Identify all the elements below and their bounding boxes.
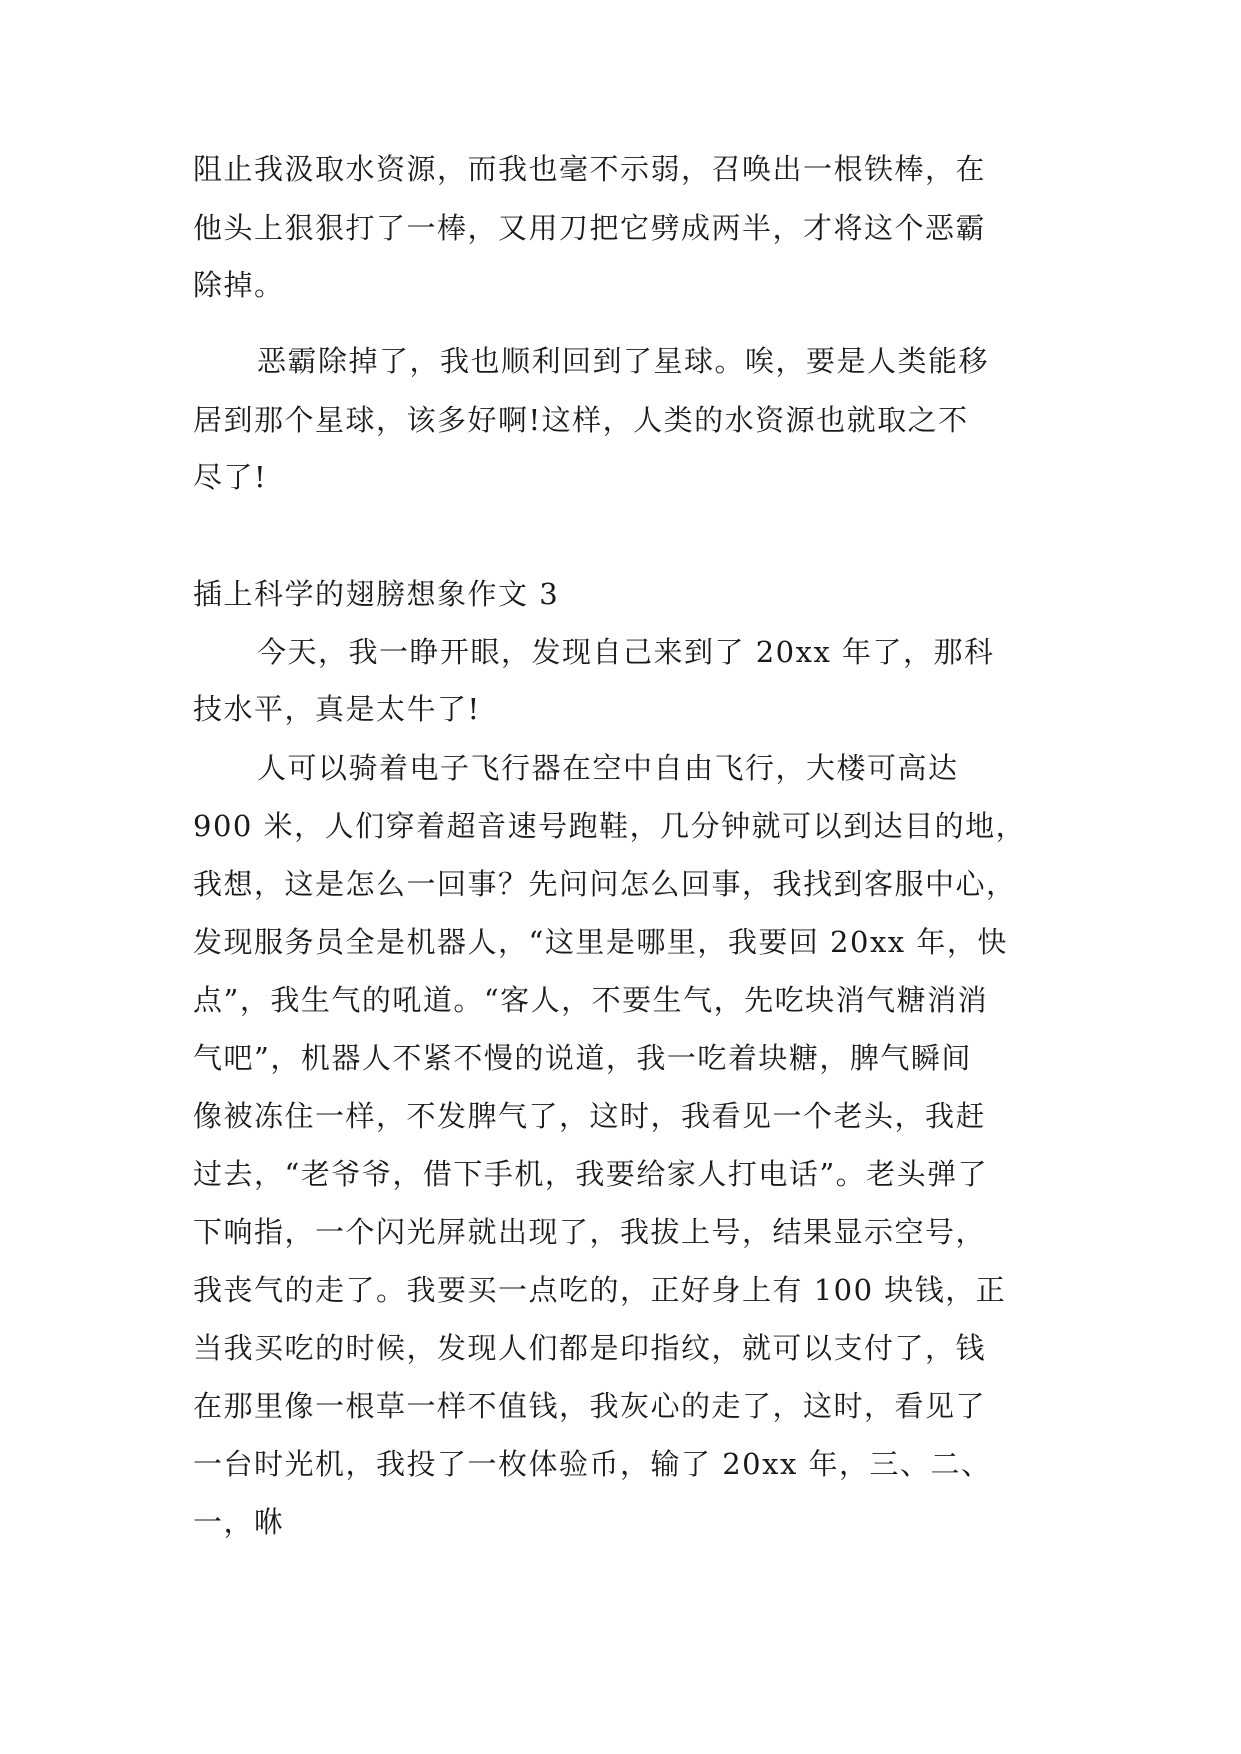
text-line: 居到那个星球，该多好啊!这样，人类的水资源也就取之不 xyxy=(193,403,969,437)
text-line: 点”，我生气的吼道。“客人，不要生气，先吃块消气糖消消 xyxy=(193,983,989,1017)
text-line: 人可以骑着电子飞行器在空中自由飞行，大楼可高达 xyxy=(257,751,959,785)
text-line: 气吧”，机器人不紧不慢的说道，我一吃着块糖，脾气瞬间 xyxy=(193,1041,972,1075)
text-line: 今天，我一睁开眼，发现自己来到了 20xx 年了，那科 xyxy=(257,635,995,669)
text-line: 在那里像一根草一样不值钱，我灰心的走了，这时，看见了 xyxy=(193,1389,987,1423)
text-line: 我想，这是怎么一回事？先问问怎么回事，我找到客服中心， xyxy=(193,867,1017,901)
text-line: 他头上狠狠打了一棒，又用刀把它劈成两半，才将这个恶霸 xyxy=(193,211,987,245)
text-line: 像被冻住一样，不发脾气了，这时，我看见一个老头，我赶 xyxy=(193,1099,987,1133)
text-line: 过去，“老爷爷，借下手机，我要给家人打电话”。老头弹了 xyxy=(193,1157,989,1191)
text-line: 除掉。 xyxy=(193,268,285,302)
text-line: 一台时光机，我投了一枚体验币，输了 20xx 年，三、二、 xyxy=(193,1447,992,1481)
text-line: 尽了! xyxy=(193,460,268,494)
text-line: 阻止我汲取水资源，而我也毫不示弱，召唤出一根铁棒，在 xyxy=(193,152,987,186)
text-line: 恶霸除掉了，我也顺利回到了星球。唉，要是人类能移 xyxy=(257,344,990,378)
text-line: 技水平，真是太牛了! xyxy=(193,692,481,726)
text-line: 我丧气的走了。我要买一点吃的，正好身上有 100 块钱，正 xyxy=(193,1273,1007,1307)
text-line: 当我买吃的时候，发现人们都是印指纹，就可以支付了，钱 xyxy=(193,1331,987,1365)
text-line: 一，咻 xyxy=(193,1505,285,1539)
text-line: 下响指，一个闪光屏就出现了，我拔上号，结果显示空号， xyxy=(193,1215,987,1249)
text-line: 900 米，人们穿着超音速号跑鞋，几分钟就可以到达目的地， xyxy=(193,809,1027,843)
text-line: 发现服务员全是机器人，“这里是哪里，我要回 20xx 年，快 xyxy=(193,925,1008,959)
section-heading: 插上科学的翅膀想象作文 3 xyxy=(193,577,560,611)
